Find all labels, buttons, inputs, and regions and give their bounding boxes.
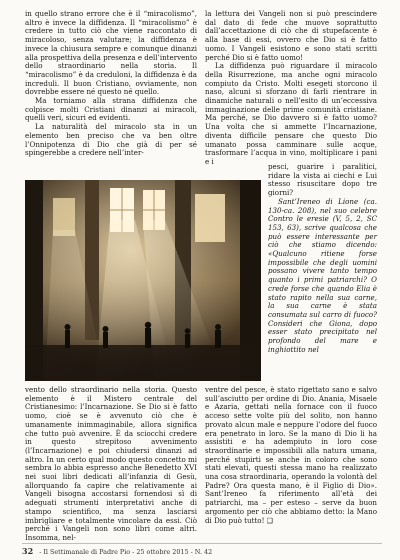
page-footer	[22, 543, 382, 556]
footer-text: - Il Settimanale di Padre Pio - 25 ottobre 2015 - N. 42	[39, 548, 213, 556]
paragraph: Ma torniamo alla strana diffidenza che colpisce molti Cristiani dinanzi ai miracoli, quelli veri, sicuri ed evidenti.	[25, 96, 197, 123]
paragraph: La naturalità del miracolo sta in un elemento ben preciso che va ben oltre l’Onnipotenza di Dio che già di per sé spingerebbe a credere nell’inter-	[25, 122, 197, 158]
paragraph-quote: Sant’Ireneo di Lione (ca. 130-ca. 208), nel suo celebre Contro le eresie (V, 5, 2, SC 153, 63), scrive qualcosa che può essere interessante per ciò che stiamo dicendo: «Qualcuno ritiene forse impossibile che degli uomini possano vivere tanto tempo quanto i primi patriarchi? O crede forse che quando Elia è stato rapito nella sua carne, la sua carne è stata consumata sul carro di fuoco? Consideri che Giona, dopo esser stato precipitato nel profondo del mare e inghiottito nel	[268, 196, 377, 354]
column-1-bottom-text	[25, 386, 197, 540]
column-2-top-text	[205, 9, 377, 166]
paragraph: La diffidenza può riguardare il miracolo della Risurrezione, ma anche ogni miracolo compiuto da Cristo. Molti esegeti storcono il naso, alcuni si sforzano di farli rientrare in dinamiche naturali o nell’esito di un’eccessiva immaginazione delle prime comunità cristiane. Ma perché, se Dio davvero si è fatto uomo? Una volta che si ammette l’Incarnazione, diventa difficile pensare che questo Dio umanato possa camminare sulle acque, trasformare l’acqua in vino, moltiplicare i pani e i	[205, 61, 377, 166]
column-1-top-text	[25, 10, 197, 178]
paragraph: pesci, guarire i paralitici, ridare la vista ai ciechi e Lui stesso risuscitare dopo tre giorni?	[268, 162, 377, 198]
paragraph: vento dello straordinario nella storia. Questo elemento è il Mistero centrale del Cristianesimo: l’Incarnazione. Se Dio si è fatto uomo, cioè se è avvenuto ciò che è umanamente inimmaginabile, allora significa che tutto può avvenire. È da sciocchi credere in questo strepitoso avvenimento (l’Incarnazione) e poi chiudersi dinanzi ad altro. In un certo qual modo questo concetto mi sembra lo abbia espresso anche Benedetto XVI nei suoi libri dedicati all’infanzia di Gesù, allorquando fa capire che relativamente ai Vangeli bisogna accostarsi fornendosi sì di adeguati strumenti interpretativi anche di stampo scientifico, ma senza lasciarsi imbrigliare e totalmente vincolare da essi. Ciò perché i Vangeli non sono libri come altri. Insomma, nel-	[25, 385, 197, 542]
column-2-bottom-text	[205, 386, 377, 540]
paragraph: ventre del pesce, è stato rigettato sano e salvo sull’asciutto per ordine di Dio. Anania, Misaele e Azaria, gettati nella fornace con il fuoco acceso sette volte più del solito, non hanno provato alcun male e neppure l’odore del fuoco era penetrato in loro. Se la mano di Dio li ha assistiti e ha adempiuto in loro cose straordinarie e impossibili alla natura umana, perché stupirti se anche in coloro che sono stati elevati, questi stessa mano ha realizzato una cosa straordinaria, operando la volontà del Padre? Ora questa mano, è il Figlio di Dio». Sant’Ireneo fa riferimento all’età dei patriarchi, ma – per esteso – serve da buon argomento per ciò che abbiamo detto: la Mano di Dio può tutto! ❑	[205, 385, 377, 525]
column-2-narrow-text	[268, 163, 377, 381]
page-number: 32	[22, 546, 34, 556]
paragraph: in quello strano errore che è il “miracolismo”, altro è invece la diffidenza. Il “miracolismo” è credere in tutto ciò che viene raccontato di miracoloso, senza valutare; la diffidenza è invece la chiusura sempre e comunque dinanzi alla prospettiva della presenza e dell’intervento dello straordinario nella storia. Il “miracolismo” è da creduloni, la diffidenza è da increduli. Il buon Cristiano, ovviamente, non dovrebbe essere né questo né quello.	[25, 9, 197, 97]
church-interior-photo	[25, 180, 261, 381]
paragraph: la lettura dei Vangeli non si può prescindere dal dato di fede che muove soprattutto dall’accettazione di ciò che di stupefacente è alla base di essi, ovvero che Dio si è fatto uomo. I Vangeli esistono e sono stati scritti perché Dio si è fatto uomo!	[205, 9, 377, 62]
